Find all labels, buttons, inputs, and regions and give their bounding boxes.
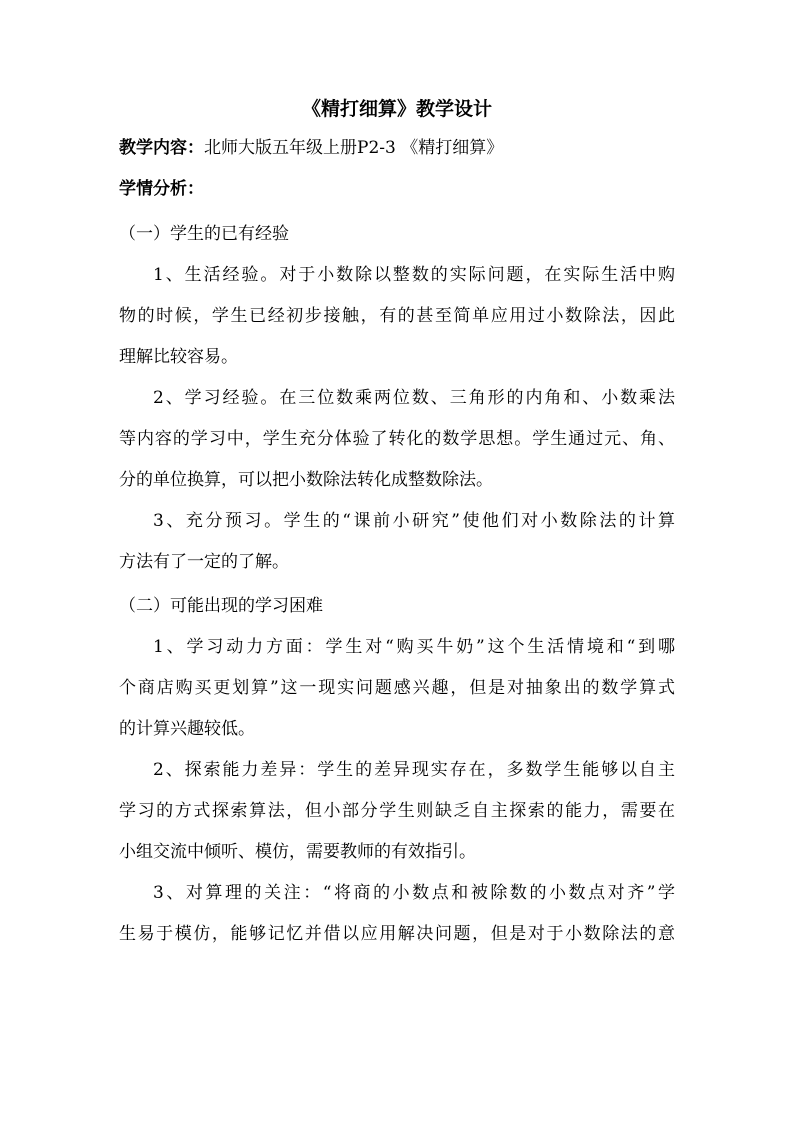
paragraph-line: 方法有了一定的了解。 bbox=[119, 552, 289, 572]
section1-heading: （一）学生的已有经验 bbox=[119, 224, 289, 244]
paragraph-line: 3、对算理的关注：“将商的小数点和被除数的小数点对齐”学 bbox=[153, 883, 675, 903]
paragraph-line: 生易于模仿，能够记忆并借以应用解决问题，但是对于小数除法的意 bbox=[119, 924, 675, 944]
analysis-heading: 学情分析： bbox=[119, 179, 204, 199]
paragraph-line: 等内容的学习中，学生充分体验了转化的数学思想。学生通过元、角、 bbox=[119, 429, 675, 449]
paragraph-line: 分的单位换算，可以把小数除法转化成整数除法。 bbox=[119, 470, 493, 490]
content-label: 教学内容： bbox=[119, 138, 204, 158]
paragraph-line: 的计算兴趣较低。 bbox=[119, 719, 255, 739]
paragraph-line: 理解比较容易。 bbox=[119, 347, 238, 367]
content-line bbox=[119, 136, 675, 160]
paragraph-line: 2、学习经验。在三位数乘两位数、三角形的内角和、小数乘法 bbox=[153, 388, 675, 408]
paragraph-line: 学习的方式探索算法，但小部分学生则缺乏自主探索的能力，需要在 bbox=[119, 801, 675, 821]
paragraph-line: 1、学习动力方面：学生对“购买牛奶”这个生活情境和“到哪 bbox=[153, 637, 675, 657]
paragraph-line: 个商店购买更划算”这一现实问题感兴趣，但是对抽象出的数学算式 bbox=[119, 678, 675, 698]
paragraph-line: 小组交流中倾听、模仿，需要教师的有效指引。 bbox=[119, 842, 476, 862]
paragraph-line: 物的时候，学生已经初步接触，有的甚至简单应用过小数除法，因此 bbox=[119, 306, 675, 326]
content-value: 北师大版五年级上册P2-3 《精打细算》 bbox=[204, 138, 504, 158]
section2-heading: （二）可能出现的学习困难 bbox=[119, 596, 323, 616]
paragraph-line: 1、生活经验。对于小数除以整数的实际问题，在实际生活中购 bbox=[153, 265, 675, 285]
paragraph-line: 2、探索能力差异：学生的差异现实存在，多数学生能够以自主 bbox=[153, 760, 675, 780]
paragraph-line: 3、充分预习。学生的“课前小研究”使他们对小数除法的计算 bbox=[153, 511, 675, 531]
document-title: 《精打细算》教学设计 bbox=[301, 98, 492, 120]
